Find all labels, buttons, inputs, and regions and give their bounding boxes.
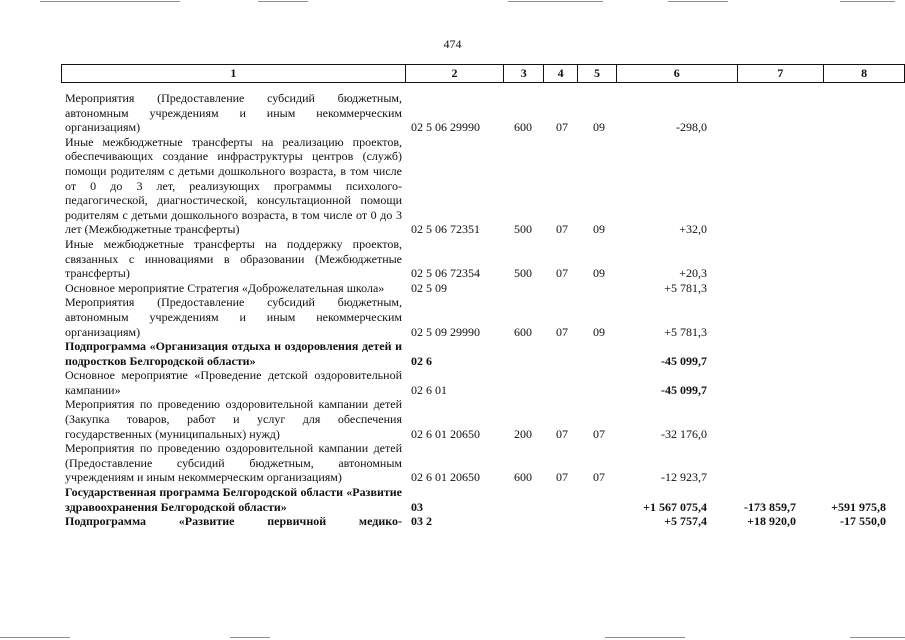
table-row xyxy=(0,295,905,339)
row-col6: -32 176,0 xyxy=(661,426,707,441)
row-description: Мероприятия по проведению оздоровительной кампании детей (Закупка товаров, работ и услуг для обеспечения государственных (муниципальных) нужд) xyxy=(65,397,402,441)
page-number: 474 xyxy=(443,37,462,51)
row-description: Подпрограмма «Развитие первичной медико- xyxy=(65,514,402,529)
table-row xyxy=(0,441,905,485)
table-row xyxy=(0,135,905,237)
row-col4: 07 xyxy=(556,222,568,237)
table-row xyxy=(0,514,905,529)
scan-artifact-bottom xyxy=(230,637,270,638)
row-description: Мероприятия (Предоставление субсидий бюджетным, автономным учреждениям и иным некоммерческим организациям) xyxy=(65,295,402,339)
row-col6: +5 781,3 xyxy=(664,324,707,339)
table-row xyxy=(0,237,905,281)
row-col5: 07 xyxy=(593,470,605,485)
row-code: 02 5 06 72351 xyxy=(411,222,480,237)
row-description: Иные межбюджетные трансферты на поддержку проектов, связанных с инновациями в образовании (Межбюджетные трансферты) xyxy=(65,236,402,281)
row-col6: +5 757,4 xyxy=(664,514,707,529)
row-description: Государственная программа Белгородской области «Развитие здравоохранения Белгородской области» xyxy=(65,485,402,514)
row-col3: 600 xyxy=(514,324,532,339)
row-col5: 09 xyxy=(593,222,605,237)
row-code: 03 xyxy=(411,499,423,514)
column-header-2: 2 xyxy=(405,65,504,83)
row-code: 02 6 01 xyxy=(411,382,447,397)
row-col4: 07 xyxy=(556,470,568,485)
scan-artifact-top xyxy=(40,1,180,2)
row-description: Подпрограмма «Организация отдыха и оздоровления детей и подростков Белгородской области» xyxy=(65,339,402,368)
scan-artifact-top xyxy=(258,1,308,2)
row-description: Основное мероприятие «Проведение детской оздоровительной кампании» xyxy=(65,368,402,397)
row-col3: 200 xyxy=(514,426,532,441)
row-col6: +5 781,3 xyxy=(664,280,707,295)
row-code: 02 5 09 xyxy=(411,280,447,295)
row-code: 02 6 xyxy=(411,353,432,368)
row-description: Мероприятия по проведению оздоровительной кампании детей (Предоставление субсидий бюджетным, автономным учреждениям и иным некоммерческим организациям) xyxy=(65,441,402,485)
row-code: 02 5 06 72354 xyxy=(411,266,480,281)
table-row xyxy=(0,91,905,135)
row-col5: 09 xyxy=(593,120,605,135)
row-code: 02 5 06 29990 xyxy=(411,120,480,135)
row-col4: 07 xyxy=(556,426,568,441)
row-col7: -173 859,7 xyxy=(744,499,796,514)
row-code: 02 6 01 20650 xyxy=(411,470,480,485)
row-col8: +591 975,8 xyxy=(831,499,886,514)
column-header-6: 6 xyxy=(616,65,737,83)
row-description: Мероприятия (Предоставление субсидий бюджетным, автономным учреждениям и иным некоммерческим организациям) xyxy=(65,91,402,135)
column-header-5: 5 xyxy=(578,65,617,83)
scan-artifact-bottom xyxy=(605,637,685,638)
column-header-4: 4 xyxy=(544,65,578,83)
row-col6: -45 099,7 xyxy=(661,382,707,397)
row-col4: 07 xyxy=(556,120,568,135)
row-col5: 07 xyxy=(593,426,605,441)
row-description: Основное мероприятие Стратегия «Доброжелательная школа» xyxy=(65,280,385,295)
row-col6: -12 923,7 xyxy=(661,470,707,485)
budget-rows xyxy=(0,91,905,529)
row-code: 02 5 09 29990 xyxy=(411,324,480,339)
row-col7: +18 920,0 xyxy=(747,514,796,529)
scan-artifact-bottom xyxy=(850,637,905,638)
row-col6: +32,0 xyxy=(679,222,707,237)
row-col4: 07 xyxy=(556,266,568,281)
table-row xyxy=(0,281,905,296)
row-col3: 600 xyxy=(514,120,532,135)
row-code: 02 6 01 20650 xyxy=(411,426,480,441)
table-row xyxy=(0,485,905,514)
row-col8: -17 550,0 xyxy=(840,514,886,529)
scan-artifact-top xyxy=(508,1,603,2)
column-header-1: 1 xyxy=(62,65,406,83)
row-col5: 09 xyxy=(593,324,605,339)
row-col6: -298,0 xyxy=(676,120,707,135)
row-code: 03 2 xyxy=(411,514,432,529)
table-row xyxy=(0,397,905,441)
scan-artifact-top xyxy=(840,1,895,2)
row-col4: 07 xyxy=(556,324,568,339)
row-col3: 500 xyxy=(514,266,532,281)
column-header-table xyxy=(61,64,905,83)
row-col3: 500 xyxy=(514,222,532,237)
row-col6: +1 567 075,4 xyxy=(643,499,707,514)
table-row xyxy=(0,339,905,368)
row-col6: +20,3 xyxy=(679,266,707,281)
column-header-7: 7 xyxy=(737,65,824,83)
table-row xyxy=(0,368,905,397)
column-header-3: 3 xyxy=(504,65,544,83)
row-col5: 09 xyxy=(593,266,605,281)
row-col3: 600 xyxy=(514,470,532,485)
row-col6: -45 099,7 xyxy=(661,353,707,368)
scan-artifact-bottom xyxy=(0,637,70,638)
row-description: Иные межбюджетные трансферты на реализацию проектов, обеспечивающих создание инфраструктуры центров (служб) помощи родителям с детьми дошкольного возраста, в том числе от 0 до 3 лет, реализующих программы психолого-педагогической, диагностической, консультационной помощи родителям с детьми дошкольного возраста, в том числе от 0 до 3 лет (Межбюджетные трансферты) xyxy=(65,134,402,237)
scan-artifact-top xyxy=(668,1,728,2)
column-header-8: 8 xyxy=(824,65,905,83)
